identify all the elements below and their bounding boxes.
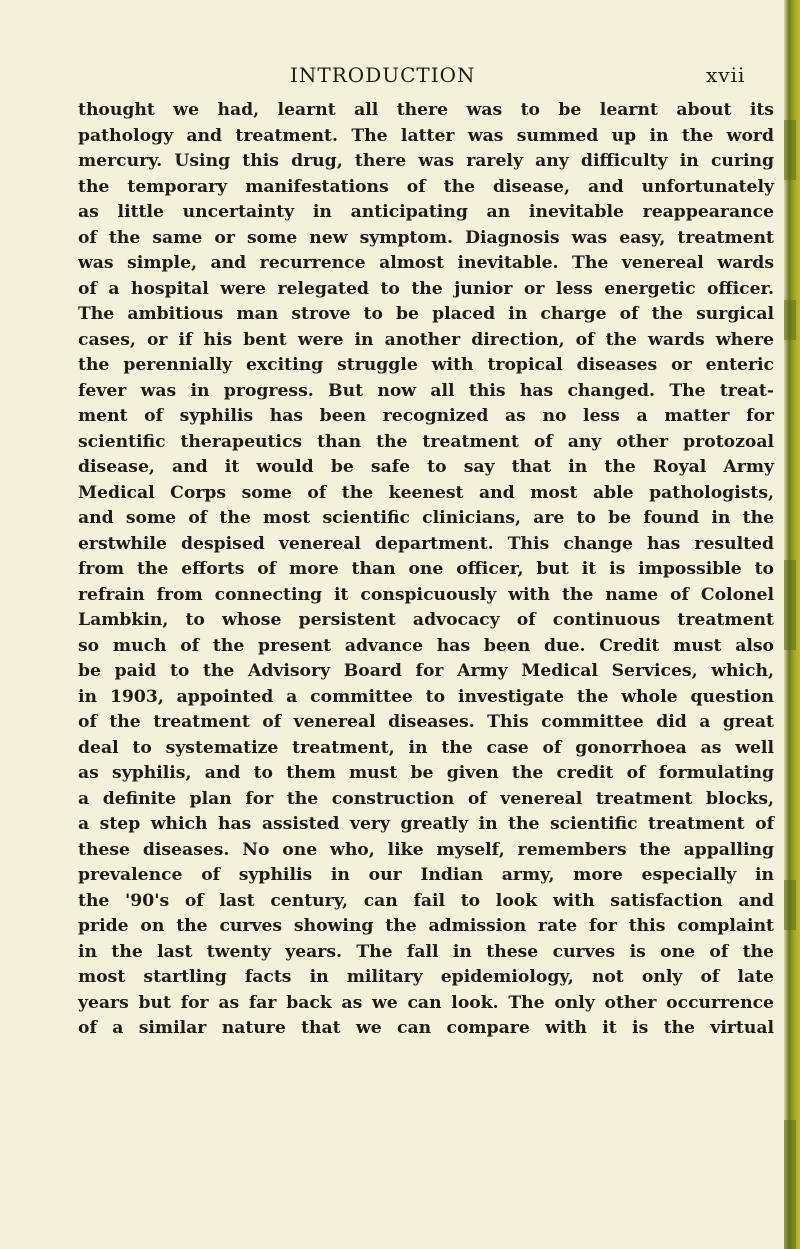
text-line: and some of the most scientific clinicians, are to be found in the xyxy=(78,508,774,528)
text-line: thought we had, learnt all there was to be learnt about its xyxy=(78,100,774,120)
text-line: a step which has assisted very greatly in the scientific treatment of xyxy=(78,814,774,834)
text-line: scientific therapeutics than the treatment of any other protozoal xyxy=(78,431,774,452)
text-line: the temporary manifestations of the disease, and unfortunately xyxy=(78,176,774,197)
page-edge-band xyxy=(784,1120,796,1249)
body-text xyxy=(78,98,774,1042)
text-line: a definite plan for the construction of venereal treatment blocks, xyxy=(78,788,774,809)
text-line: years but for as far back as we can look. The only other occurrence xyxy=(78,992,774,1013)
text-line: fever was in progress. But now all this has changed. The treat- xyxy=(78,380,774,401)
page-edge-band xyxy=(784,560,796,650)
text-line: in 1903, appointed a committee to investigate the whole question xyxy=(78,686,774,707)
text-line: disease, and it would be safe to say that in the Royal Army xyxy=(78,457,774,477)
page-edge-band xyxy=(784,120,796,180)
page-edge-band xyxy=(784,880,796,930)
text-line: so much of the present advance has been due. Credit must also xyxy=(78,635,774,656)
text-line: in the last twenty years. The fall in these curves is one of the xyxy=(78,941,774,962)
text-line: as syphilis, and to them must be given the credit of formulating xyxy=(78,763,774,783)
text-line: the perennially exciting struggle with tropical diseases or enteric xyxy=(78,355,774,375)
page-edge xyxy=(784,0,800,1249)
text-line: prevalence of syphilis in our Indian army, more especially in xyxy=(78,865,774,885)
text-line: erstwhile despised venereal department. This change has resulted xyxy=(78,533,774,554)
page-number: xvii xyxy=(706,63,746,87)
running-head: INTRODUCTION xyxy=(290,63,476,87)
text-line: refrain from connecting it conspicuously with the name of Colonel xyxy=(78,584,774,605)
text-line: Lambkin, to whose persistent advocacy of continuous treatment xyxy=(78,610,774,630)
text-line: these diseases. No one who, like myself, remembers the appalling xyxy=(78,839,774,860)
text-line: pride on the curves showing the admission rate for this complaint xyxy=(78,916,774,936)
text-line: Medical Corps some of the keenest and most able pathologists, xyxy=(78,482,774,503)
text-line: pathology and treatment. The latter was summed up in the word xyxy=(78,125,774,146)
text-line: ment of syphilis has been recognized as no less a matter for xyxy=(78,406,774,426)
text-line: of the same or some new symptom. Diagnosis was easy, treatment xyxy=(78,227,774,248)
page-header xyxy=(0,63,800,91)
text-line: of a hospital were relegated to the junior or less energetic officer. xyxy=(78,278,774,299)
text-line: be paid to the Advisory Board for Army Medical Services, which, xyxy=(78,661,774,681)
text-line: The ambitious man strove to be placed in charge of the surgical xyxy=(78,304,774,324)
text-line: deal to systematize treatment, in the case of gonorrhoea as well xyxy=(78,737,774,758)
text-line: from the efforts of more than one officer, but it is impossible to xyxy=(78,559,774,579)
text-line: as little uncertainty in anticipating an inevitable reappearance xyxy=(78,202,774,222)
text-line: the '90's of last century, can fail to look with satisfaction and xyxy=(78,890,774,911)
page-edge-band xyxy=(784,300,796,340)
text-line: mercury. Using this drug, there was rarely any difficulty in curing xyxy=(78,151,774,171)
text-line: cases, or if his bent were in another direction, of the wards where xyxy=(78,329,774,350)
text-line: was simple, and recurrence almost inevitable. The venereal wards xyxy=(78,253,774,273)
text-line: of the treatment of venereal diseases. This committee did a great xyxy=(78,712,774,732)
text-line: of a similar nature that we can compare with it is the virtual xyxy=(78,1018,774,1038)
text-line: most startling facts in military epidemiology, not only of late xyxy=(78,967,774,987)
